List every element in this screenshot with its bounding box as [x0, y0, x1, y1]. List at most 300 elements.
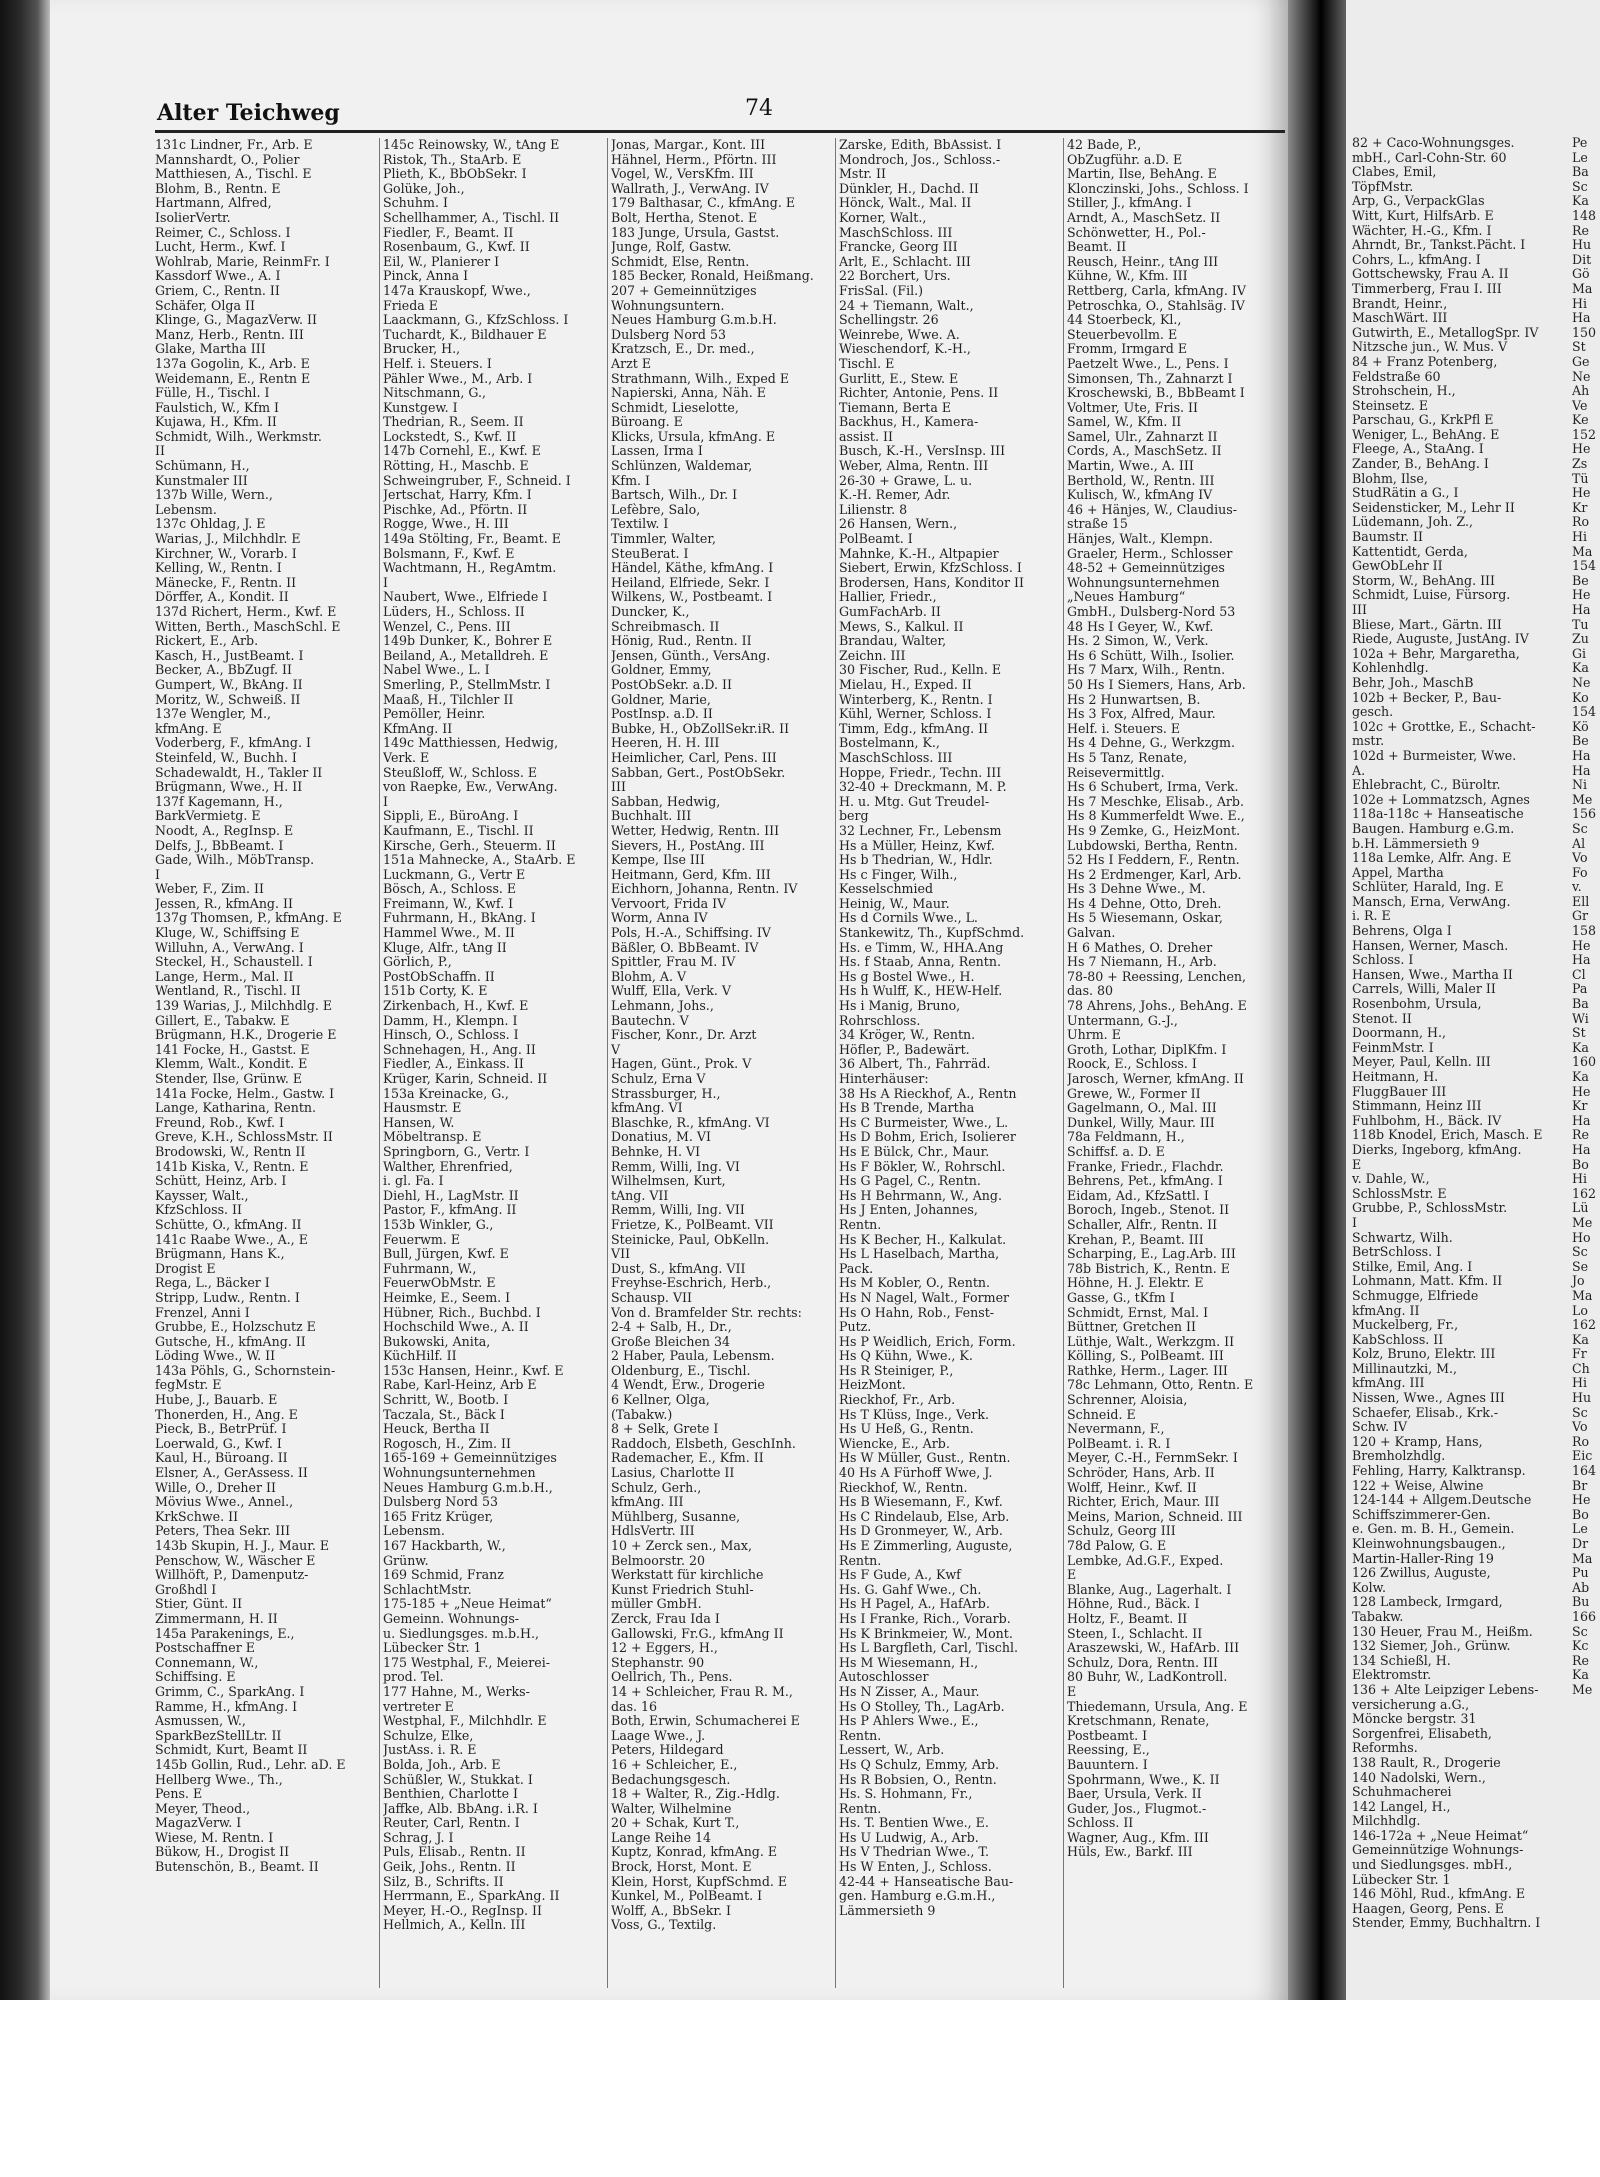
- directory-entry: PolBeamt. I: [839, 531, 913, 547]
- directory-entry: Westphal, F., Milchhdlr. E: [383, 1713, 547, 1729]
- directory-entry: Sievers, H., PostAng. III: [611, 837, 765, 853]
- directory-entry: Pemöller, Heinr.: [383, 706, 486, 722]
- directory-entry: Schiffszimmerer-Gen.: [1352, 1506, 1491, 1522]
- directory-entry: Hagen, Günt., Prok. V: [611, 1056, 752, 1072]
- directory-entry: Manz, Herb., Rentn. III: [155, 326, 304, 342]
- directory-column-2: [383, 138, 605, 1988]
- directory-entry: Werkstatt für kirchliche: [611, 1567, 764, 1583]
- directory-entry: vertreter E: [383, 1698, 454, 1714]
- directory-entry: 164: [1572, 1463, 1597, 1479]
- directory-entry: Rathke, Herm., Lager. III: [1067, 1362, 1228, 1378]
- directory-entry: Kunstmaler III: [155, 472, 248, 488]
- directory-entry: GewObLehr II: [1352, 558, 1443, 574]
- directory-entry: Grimm, C., SparkAng. I: [155, 1683, 305, 1699]
- directory-entry: Kühl, Werner, Schloss. I: [839, 706, 992, 722]
- directory-entry: Cl: [1572, 966, 1586, 982]
- directory-entry: 48 Hs I Geyer, W., Kwf.: [1067, 618, 1214, 634]
- directory-entry: (Tabakw.): [611, 1406, 673, 1422]
- directory-entry: Ne: [1572, 368, 1591, 384]
- directory-entry: Hs Q Kühn, Wwe., K.: [839, 1348, 973, 1364]
- directory-entry: Hs R Steiniger, P.,: [839, 1362, 954, 1378]
- directory-entry: Me: [1572, 1681, 1593, 1697]
- page-header: [105, 96, 1285, 132]
- directory-entry: Frietze, K., PolBeamt. VII: [611, 1216, 774, 1232]
- column-divider: [1063, 138, 1064, 1988]
- directory-entry: Brodowski, W., Rentn II: [155, 1143, 306, 1159]
- directory-entry: 165-169 + Gemeinnütziges: [383, 1450, 557, 1466]
- directory-entry: SparkBezStellLtr. II: [155, 1727, 282, 1743]
- directory-entry: 44 Stoerbeck, Kl.,: [1067, 312, 1182, 328]
- page-gutter-shadow: [1288, 0, 1348, 2010]
- book-binding-edge: [0, 0, 50, 2177]
- directory-entry: Lebensm.: [383, 1523, 445, 1539]
- directory-entry: Delfs, J., BbBeamt. I: [155, 837, 284, 853]
- directory-entry: und Siedlungsges. mbH.,: [1352, 1857, 1513, 1873]
- directory-entry: Worm, Anna IV: [611, 910, 708, 926]
- directory-entry: Büttner, Gretchen II: [1067, 1319, 1196, 1335]
- directory-entry: Wiencke, E., Arb.: [839, 1435, 950, 1451]
- directory-entry: Sabban, Gert., PostObSekr.: [611, 764, 786, 780]
- directory-entry: Kuptz, Konrad, kfmAng. E: [611, 1844, 778, 1860]
- directory-entry: I: [383, 574, 388, 590]
- directory-entry: PostObSchaffn. II: [383, 968, 495, 984]
- directory-entry: Gallowski, Fr.G., kfmAng II: [611, 1625, 784, 1641]
- directory-entry: 138 Rault, R., Drogerie: [1352, 1754, 1501, 1770]
- directory-entry: Maaß, H., Tilchler II: [383, 691, 514, 707]
- directory-entry: Gutwirth, E., MetallogSpr. IV: [1352, 324, 1539, 340]
- directory-entry: Moritz, W., Schweiß. II: [155, 691, 301, 707]
- directory-entry: Vogel, W., VersKfm. III: [611, 166, 754, 182]
- directory-entry: Freimann, W., Kwf. I: [383, 895, 514, 911]
- directory-entry: 20 + Schak, Kurt T.,: [611, 1815, 740, 1831]
- directory-entry: Fo: [1572, 864, 1588, 880]
- directory-entry: Schmidt, Kurt, Beamt II: [155, 1742, 308, 1758]
- directory-entry: Behrens, Pet., kfmAng. I: [1067, 1173, 1223, 1189]
- directory-entry: Lange, Herm., Mal. II: [155, 968, 294, 984]
- column-divider: [835, 138, 836, 1988]
- directory-entry: 80 Buhr, W., LadKontroll.: [1067, 1669, 1228, 1685]
- directory-entry: Fromm, Irmgard E: [1067, 341, 1188, 357]
- directory-entry: Lüdemann, Joh. Z.,: [1352, 514, 1473, 530]
- directory-entry: Händel, Käthe, kfmAng. I: [611, 560, 774, 576]
- directory-entry: 4 Wendt, Erw., Drogerie: [611, 1377, 765, 1393]
- directory-entry: 124-144 + Allgem.Deutsche: [1352, 1492, 1532, 1508]
- directory-entry: Kratzsch, E., Dr. med.,: [611, 341, 755, 357]
- directory-entry: Stenot. II: [1352, 1010, 1412, 1026]
- directory-entry: MaschSchloss. III: [839, 224, 953, 240]
- directory-entry: 151b Corty, K. E: [383, 983, 488, 999]
- directory-entry: Strassburger, H.,: [611, 1085, 721, 1101]
- directory-entry: Schulz, Gerh.,: [611, 1479, 702, 1495]
- directory-entry: Schrenner, Aloisia,: [1067, 1392, 1188, 1408]
- directory-entry: Eidam, Ad., KfzSattl. I: [1067, 1187, 1209, 1203]
- directory-entry: Weniger, L., BehAng. E: [1352, 426, 1500, 442]
- directory-entry: 42 Bade, P.,: [1067, 138, 1142, 152]
- directory-entry: Gemeinnützige Wohnungs-: [1352, 1842, 1524, 1858]
- directory-entry: Puls, Elisab., Rentn. II: [383, 1844, 526, 1860]
- directory-entry: Hs W Müller, Gust., Rentn.: [839, 1450, 1011, 1466]
- directory-entry: Sc: [1572, 178, 1588, 194]
- directory-entry: Rentn.: [839, 1727, 882, 1743]
- directory-entry: Ka: [1572, 1039, 1589, 1055]
- directory-entry: Heimlicher, Carl, Pens. III: [611, 749, 777, 765]
- scan-bottom-margin: [0, 2000, 1600, 2177]
- directory-entry: Witten, Berth., MaschSchl. E: [155, 618, 341, 634]
- directory-entry: Holtz, F., Beamt. II: [1067, 1610, 1188, 1626]
- directory-entry: Remm, Willi, Ing. VI: [611, 1158, 740, 1174]
- directory-entry: Eic: [1572, 1448, 1593, 1464]
- directory-entry: 10 + Zerck sen., Max,: [611, 1538, 753, 1553]
- directory-entry: HdlsVertr. III: [611, 1523, 695, 1539]
- directory-entry: Heuck, Bertha II: [383, 1421, 490, 1437]
- directory-entry: Faulstich, W., Kfm I: [155, 399, 279, 415]
- directory-entry: Heitmann, H.: [1352, 1069, 1439, 1084]
- directory-entry: FeuerwObMstr. E: [383, 1275, 496, 1291]
- directory-entry: Thonerden, H., Ang. E: [155, 1406, 298, 1422]
- directory-entry: Rega, L., Bäcker I: [155, 1275, 270, 1291]
- directory-entry: 131c Lindner, Fr., Arb. E: [155, 138, 313, 152]
- directory-entry: Schmidt, Else, Rentn.: [611, 253, 750, 269]
- directory-entry: Grubbe, P., SchlossMstr.: [1352, 1200, 1508, 1216]
- directory-entry: JustAss. i. R. E: [383, 1742, 477, 1758]
- directory-entry: HeizMont.: [839, 1377, 906, 1393]
- directory-entry: Dust, S., kfmAng. VII: [611, 1260, 746, 1276]
- directory-entry: Schütt, Heinz, Arb. I: [155, 1173, 287, 1189]
- directory-entry: Fleege, A., StaAng. I: [1352, 441, 1484, 457]
- directory-entry: Bukowski, Anita,: [383, 1333, 491, 1349]
- directory-entry: Hs 4 Dehne, G., Werkzgm.: [1067, 735, 1235, 751]
- directory-entry: Voderberg, F., kfmAng. I: [155, 735, 311, 751]
- directory-entry: Wagner, Aug., Kfm. III: [1067, 1829, 1209, 1845]
- directory-entry: Appel, Martha: [1352, 864, 1444, 880]
- directory-entry: 78-80 + Reessing, Lenchen,: [1067, 968, 1247, 984]
- directory-entry: Klinge, G., MagazVerw. II: [155, 312, 317, 328]
- directory-entry: Großhdl I: [155, 1581, 217, 1597]
- directory-entry: Hansen, Werner, Masch.: [1352, 937, 1509, 953]
- directory-entry: Schaefer, Elisab., Krk.-: [1352, 1404, 1499, 1420]
- directory-entry: Hs J Enten, Johannes,: [839, 1202, 978, 1218]
- directory-entry: Höhne, H. J. Elektr. E: [1067, 1275, 1204, 1291]
- directory-entry: 153b Winkler, G.,: [383, 1216, 494, 1232]
- directory-entry: Arp, G., VerpackGlas: [1352, 193, 1485, 209]
- directory-entry: Rentn.: [839, 1800, 882, 1816]
- directory-entry: Schlüter, Harald, Ing. E: [1352, 879, 1504, 895]
- directory-entry: Lockstedt, S., Kwf. II: [383, 428, 517, 444]
- directory-entry: Hochschild Wwe., A. II: [383, 1319, 529, 1335]
- directory-entry: Schellingstr. 26: [839, 312, 939, 328]
- directory-entry: Bauuntern. I: [1067, 1756, 1148, 1772]
- directory-entry: H. u. Mtg. Gut Treudel-: [839, 793, 990, 809]
- directory-entry: 6 Kellner, Olga,: [611, 1392, 710, 1408]
- directory-entry: gen. Hamburg e.G.m.H.,: [839, 1888, 996, 1904]
- directory-entry: Hs L Haselbach, Martha,: [839, 1246, 1000, 1262]
- directory-entry: Hs G Pagel, C., Rentn.: [839, 1173, 981, 1189]
- directory-entry: Große Bleichen 34: [611, 1333, 731, 1349]
- directory-entry: Ka: [1572, 660, 1589, 676]
- directory-entry: Ba: [1572, 164, 1589, 180]
- directory-entry: Hs. S. Hohmann, Fr.,: [839, 1786, 973, 1802]
- directory-entry: Hellberg Wwe., Th.,: [155, 1771, 283, 1787]
- directory-entry: Freund, Rob., Kwf. I: [155, 1114, 285, 1130]
- directory-entry: Grewe, W., Former II: [1067, 1085, 1201, 1101]
- directory-entry: Kujawa, H., Kfm. II: [155, 414, 277, 430]
- directory-entry: Neues Hamburg G.m.b.H.,: [383, 1479, 553, 1495]
- directory-entry: He: [1572, 587, 1591, 603]
- directory-entry: Schellhammer, A., Tischl. II: [383, 209, 560, 225]
- directory-entry: Kulisch, W., kfmAng IV: [1067, 487, 1213, 503]
- directory-entry: Freyhse-Eschrich, Herb.,: [611, 1275, 772, 1291]
- directory-entry: St: [1572, 339, 1586, 355]
- directory-entry: Bolt, Hertha, Stenot. E: [611, 209, 758, 225]
- directory-entry: Lassen, Irma I: [611, 443, 703, 459]
- directory-entry: 145a Parakenings, E.,: [155, 1625, 295, 1641]
- directory-entry: Timm, Edg., kfmAng. II: [839, 720, 989, 736]
- directory-entry: Spittler, Frau M. IV: [611, 954, 736, 970]
- directory-entry: Haagen, Georg, Pens. E: [1352, 1900, 1504, 1916]
- directory-entry: Schneid. E: [1067, 1406, 1136, 1422]
- directory-entry: Wille, O., Dreher II: [155, 1479, 276, 1495]
- directory-entry: Ma: [1572, 543, 1593, 559]
- directory-entry: 149b Dunker, K., Bohrer E: [383, 633, 553, 649]
- directory-entry: Schütte, O., kfmAng. II: [155, 1216, 302, 1232]
- directory-entry: Rosenbohm, Ursula,: [1352, 996, 1482, 1012]
- directory-entry: Spohrmann, Wwe., K. II: [1067, 1771, 1220, 1787]
- directory-entry: Zimmermann, H. II: [155, 1610, 278, 1626]
- directory-entry: Lehmann, Johs.,: [611, 998, 714, 1014]
- directory-entry: Kelling, W., Rentn. I: [155, 560, 282, 576]
- directory-entry: Gumpert, W., BkAng. II: [155, 676, 303, 692]
- directory-entry: Hallier, Friedr.,: [839, 589, 937, 605]
- directory-entry: Remm, Willi, Ing. VII: [611, 1202, 745, 1218]
- directory-entry: Rettberg, Carla, kfmAng. IV: [1067, 282, 1246, 298]
- directory-entry: Kölling, S., PolBeamt. III: [1067, 1348, 1224, 1364]
- directory-entry: Postbeamt. I: [1067, 1727, 1148, 1743]
- directory-entry: 152: [1572, 426, 1597, 442]
- directory-entry: Zerck, Frau Ida I: [611, 1610, 720, 1626]
- directory-entry: SteuBerat. I: [611, 545, 689, 561]
- directory-entry: Rentn.: [839, 1216, 882, 1232]
- directory-entry: Weidemann, E., Rentn E: [155, 370, 311, 386]
- directory-entry: kfmAng. III: [611, 1494, 684, 1510]
- directory-entry: Grubbe, E., Holzschutz E: [155, 1319, 316, 1335]
- directory-entry: He: [1572, 937, 1591, 953]
- directory-entry: Rötting, H., Maschb. E: [383, 458, 529, 474]
- directory-entry: 102c + Grottke, E., Schacht-: [1352, 718, 1536, 734]
- directory-entry: Bu: [1572, 1594, 1590, 1610]
- directory-entry: Milchhdlg.: [1352, 1813, 1421, 1829]
- directory-entry: Sorgenfrei, Elisabeth,: [1352, 1725, 1492, 1741]
- adjacent-page: [1346, 0, 1600, 2000]
- directory-entry: Reisevermittlg.: [1067, 764, 1165, 780]
- directory-entry: mbH., Carl-Cohn-Str. 60: [1352, 149, 1507, 165]
- directory-entry: Hs K Becher, H., Kalkulat.: [839, 1231, 1007, 1247]
- directory-entry: Ha: [1572, 747, 1591, 763]
- directory-entry: 136 + Alte Leipziger Lebens-: [1352, 1681, 1539, 1697]
- directory-entry: Hoppe, Friedr., Techn. III: [839, 764, 1002, 780]
- directory-entry: Gö: [1572, 266, 1590, 282]
- directory-entry: Hi: [1572, 529, 1588, 545]
- directory-entry: Behr, Joh., MaschB: [1352, 674, 1474, 690]
- directory-entry: Rieckhof, Fr., Arb.: [839, 1392, 956, 1408]
- directory-entry: v.: [1572, 879, 1582, 895]
- directory-entry: Lessert, W., Arb.: [839, 1742, 945, 1758]
- directory-entry: Hs 6 Schütt, Wilh., Isolier.: [1067, 647, 1235, 663]
- directory-entry: PostInsp. a.D. II: [611, 706, 713, 722]
- directory-entry: Bautechn. V: [611, 1012, 689, 1028]
- directory-entry: Walther, Ehrenfried,: [383, 1158, 513, 1174]
- directory-entry: Witt, Kurt, HilfsArb. E: [1352, 207, 1494, 223]
- directory-entry: Reessing, E.,: [1067, 1742, 1150, 1758]
- directory-entry: Sc: [1572, 1623, 1588, 1639]
- directory-entry: Schiffsf. a. D. E: [1067, 1143, 1165, 1159]
- directory-entry: Schreibmasch. II: [611, 618, 720, 634]
- directory-entry: Dunkel, Willy, Maur. III: [1067, 1114, 1215, 1130]
- directory-entry: Galvan.: [1067, 925, 1116, 941]
- directory-entry: Baer, Ursula, Verk. II: [1067, 1786, 1202, 1802]
- directory-entry: Hs 5 Tanz, Renate,: [1067, 749, 1188, 765]
- directory-entry: Hönck, Walt., Mal. II: [839, 195, 972, 211]
- directory-entry: Lü: [1572, 1200, 1589, 1216]
- directory-entry: Kasch, H., JustBeamt. I: [155, 647, 304, 663]
- directory-entry: Me: [1572, 791, 1593, 807]
- directory-entry: Dulsberg Nord 53: [611, 326, 727, 342]
- directory-entry: 156: [1572, 806, 1597, 822]
- directory-entry: Hönig, Rud., Rentn. II: [611, 633, 752, 649]
- directory-entry: Ma: [1572, 1550, 1593, 1566]
- directory-entry: V: [611, 1041, 621, 1057]
- directory-entry: Stender, Ilse, Grünw. E: [155, 1071, 303, 1086]
- directory-entry: Hs g Bostel Wwe., H.: [839, 968, 975, 984]
- directory-entry: Hs H Pagel, A., HafArb.: [839, 1596, 990, 1612]
- directory-entry: 143a Pöhls, G., Schornstein-: [155, 1362, 336, 1378]
- directory-entry: Tü: [1572, 470, 1589, 486]
- directory-entry: Kunstgew. I: [383, 399, 458, 415]
- directory-entry: tAng. VII: [611, 1187, 669, 1203]
- directory-entry: Hs C Burmeister, Wwe., L.: [839, 1114, 1009, 1130]
- directory-entry: 30 Fischer, Rud., Kelln. E: [839, 662, 1002, 678]
- directory-entry: Jessen, R., kfmAng. II: [155, 895, 293, 911]
- directory-entry: Vo: [1572, 1419, 1588, 1435]
- directory-entry: Hs U Heß, G., Rentn.: [839, 1421, 974, 1437]
- directory-entry: SchlachtMstr.: [383, 1581, 472, 1597]
- directory-entry: 185 Becker, Ronald, Heißmang.: [611, 268, 814, 284]
- directory-entry: Ka: [1572, 193, 1589, 209]
- directory-entry: Schmidt, Ernst, Mal. I: [1067, 1304, 1209, 1320]
- directory-entry: Napierski, Anna, Näh. E: [611, 385, 766, 401]
- directory-entry: Roock, E., Schloss. I: [1067, 1056, 1197, 1072]
- directory-entry: Jertschat, Harry, Kfm. I: [383, 487, 532, 503]
- directory-entry: Hs E Bülck, Chr., Maur.: [839, 1143, 990, 1159]
- directory-entry: Klicks, Ursula, kfmAng. E: [611, 428, 776, 444]
- directory-entry: Hs a Müller, Heinz, Kwf.: [839, 837, 995, 853]
- directory-entry: Ke: [1572, 412, 1589, 428]
- directory-entry: Zarske, Edith, BbAssist. I: [839, 138, 1002, 152]
- directory-entry: Boroch, Ingeb., Stenot. II: [1067, 1202, 1230, 1218]
- directory-entry: Kempe, Ilse III: [611, 852, 705, 868]
- directory-entry: 52 Hs I Feddern, F., Rentn.: [1067, 852, 1240, 868]
- directory-entry: Schnehagen, H., Ang. II: [383, 1041, 536, 1057]
- directory-entry: Behnke, H. VI: [611, 1143, 701, 1159]
- directory-entry: Asmussen, W.,: [155, 1713, 246, 1729]
- directory-entry: Schweingruber, F., Schneid. I: [383, 472, 571, 488]
- directory-entry: 151a Mahnecke, A., StaArb. E: [383, 852, 576, 868]
- directory-entry: Hs d Cornils Wwe., L.: [839, 910, 978, 926]
- directory-entry: Becker, A., BbZugf. II: [155, 662, 292, 678]
- directory-entry: Hs N Nagel, Walt., Former: [839, 1289, 1010, 1305]
- directory-entry: 175-185 + „Neue Heimat“: [383, 1596, 552, 1612]
- directory-entry: 102d + Burmeister, Wwe.: [1352, 747, 1517, 763]
- directory-entry: Mannshardt, O., Polier: [155, 151, 300, 167]
- directory-entry: 137c Ohldag, J. E: [155, 516, 266, 532]
- directory-entry: versicherung a.G.,: [1352, 1696, 1470, 1712]
- directory-entry: 36 Albert, Th., Fahrräd.: [839, 1056, 991, 1072]
- directory-entry: 165 Fritz Krüger,: [383, 1508, 494, 1524]
- directory-entry: Hs Q Schulz, Emmy, Arb.: [839, 1756, 1000, 1772]
- directory-entry: Wiese, M. Rentn. I: [155, 1829, 274, 1845]
- directory-entry: 141b Kiska, V., Rentn. E: [155, 1158, 309, 1174]
- directory-entry: Pack.: [839, 1260, 874, 1276]
- directory-column-1: [155, 138, 377, 1988]
- directory-entry: Ho: [1572, 1229, 1591, 1245]
- directory-entry: Brügmann, H.K., Drogerie E: [155, 1027, 337, 1043]
- directory-entry: Loerwald, G., Kwf. I: [155, 1435, 282, 1451]
- directory-entry: Dit: [1572, 251, 1592, 267]
- directory-entry: kfmAng. E: [155, 720, 222, 736]
- directory-entry: Hs U Ludwig, A., Arb.: [839, 1829, 979, 1845]
- directory-entry: Hs 3 Fox, Alfred, Maur.: [1067, 706, 1216, 722]
- directory-entry: 78a Feldmann, H.,: [1067, 1129, 1185, 1145]
- directory-entry: Lange Reihe 14: [611, 1829, 712, 1845]
- directory-entry: Neues Hamburg G.m.b.H.: [611, 312, 777, 328]
- directory-entry: Dulsberg Nord 53: [383, 1494, 499, 1510]
- directory-entry: Lübecker Str. 1: [1352, 1871, 1451, 1887]
- directory-entry: Gasse, G., tKfm I: [1067, 1289, 1175, 1305]
- directory-entry: Wieschendorf, K.-H.,: [839, 341, 971, 357]
- directory-entry: Millinautzki, M.,: [1352, 1360, 1457, 1376]
- directory-entry: Hs E Zimmerling, Auguste,: [839, 1538, 1013, 1553]
- directory-entry: 82 + Caco-Wohnungsges.: [1352, 135, 1515, 150]
- directory-entry: BarkVermietg. E: [155, 808, 261, 824]
- directory-entry: Ab: [1572, 1579, 1590, 1595]
- directory-entry: I: [1352, 1214, 1357, 1230]
- directory-entry: Bull, Jürgen, Kwf. E: [383, 1246, 509, 1262]
- directory-entry: Kleinwohnungsbaugen.,: [1352, 1536, 1506, 1551]
- directory-entry: prod. Tel.: [383, 1669, 444, 1685]
- directory-entry: Dr: [1572, 1536, 1589, 1551]
- directory-entry: Berthold, W., Rentn. III: [1067, 472, 1215, 488]
- directory-entry: Hs T Klüss, Inge., Verk.: [839, 1406, 989, 1422]
- directory-entry: Taczala, St., Bäck I: [383, 1406, 505, 1422]
- directory-entry: 137b Wille, Wern.,: [155, 487, 273, 503]
- directory-entry: Pischke, Ad., Pförtn. II: [383, 501, 528, 517]
- directory-entry: A.: [1352, 762, 1366, 778]
- directory-entry: Hausmstr. E: [383, 1100, 462, 1116]
- directory-entry: Busch, K.-H., VersInsp. III: [839, 443, 1006, 459]
- directory-entry: Steußloff, W., Schloss. E: [383, 764, 538, 780]
- directory-entry: Feuerwm. E: [383, 1231, 461, 1247]
- directory-entry: 118a-118c + Hanseatische: [1352, 806, 1524, 822]
- directory-entry: Schmugge, Elfriede: [1352, 1287, 1479, 1303]
- directory-entry: He: [1572, 441, 1591, 457]
- directory-entry: 146 Möhl, Rud., kfmAng. E: [1352, 1886, 1526, 1902]
- directory-entry: Ha: [1572, 602, 1591, 617]
- directory-entry: Putz.: [839, 1319, 872, 1335]
- directory-entry: H 6 Mathes, O. Dreher: [1067, 939, 1213, 955]
- directory-entry: Ma: [1572, 1287, 1593, 1303]
- directory-entry: Vo: [1572, 850, 1588, 866]
- directory-entry: Schritt, W., Bootb. I: [383, 1392, 509, 1408]
- directory-entry: i. R. E: [1352, 908, 1391, 924]
